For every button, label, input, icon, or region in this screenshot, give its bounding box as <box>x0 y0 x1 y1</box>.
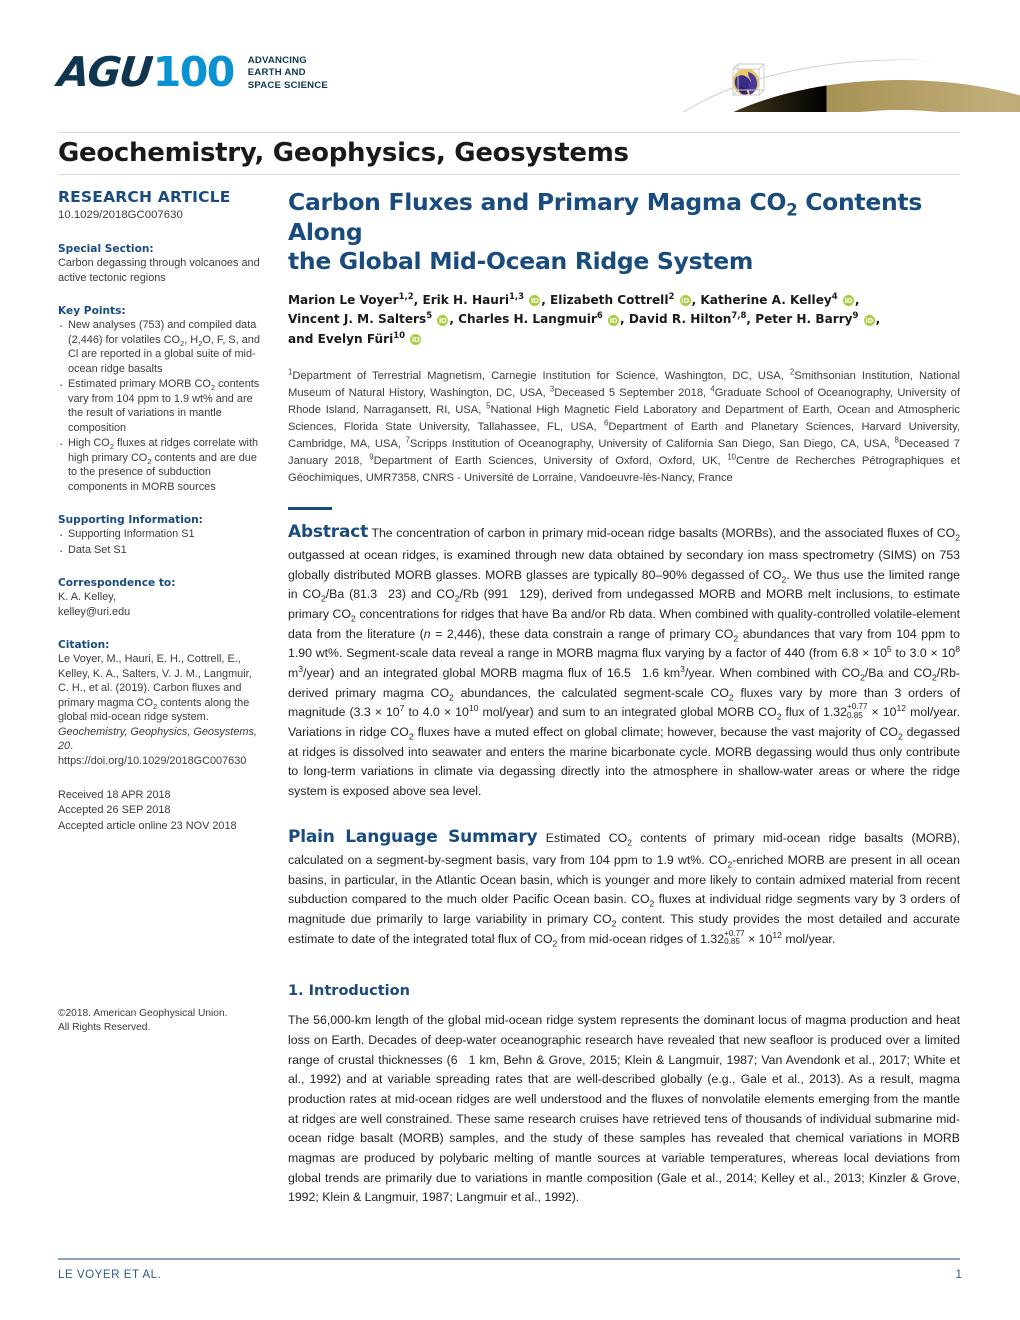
orcid-icon[interactable]: iD <box>438 315 447 325</box>
journal-rule-top <box>58 132 960 133</box>
journal-rule-bottom <box>58 174 960 175</box>
date-accepted: Accepted 26 SEP 2018 <box>58 804 171 817</box>
citation-journal-name: Geochemistry, Geophysics, Geosystems, 20 <box>58 725 257 752</box>
supporting-information-heading: Supporting Information: <box>58 514 203 526</box>
agu-logo-wordmark: AGU <box>55 48 154 96</box>
author-affil-marker: 4 <box>831 290 838 301</box>
journal-title: Geochemistry, Geophysics, Geosystems <box>58 138 629 168</box>
special-section-block <box>58 243 263 285</box>
agu-logo-100: 100 <box>152 48 234 96</box>
footer-divider-rule <box>58 1258 960 1260</box>
supporting-information-block <box>58 514 263 557</box>
orcid-icon[interactable]: iD <box>530 296 539 306</box>
research-article-label: RESEARCH ARTICLE <box>58 188 231 206</box>
author-entry[interactable]: Charles H. Langmuir$^6$ iD <box>458 310 618 327</box>
masthead <box>0 0 1020 96</box>
copyright-notice <box>58 1007 268 1035</box>
key-points-block <box>58 305 263 494</box>
citation-block <box>58 639 263 768</box>
citation-text: Le Voyer, M., Hauri, E. H., Cottrell, E., Kelley, K. A., Salters, V. J. M., Langmuir, C. H., et al. (2019). Carbon fluxes and primary magma $CO_2$ contents along the global mid-ocean ridge system. Geochemistry, Geophysics, Geosystems, 20. https://doi.org/10.1029/2018GC007630 <box>58 653 257 767</box>
author-entry[interactable]: Marion Le Voyer$^{1,2}$ <box>288 290 414 307</box>
author-affil-marker: 6 <box>596 310 603 321</box>
correspondence-block <box>58 577 263 619</box>
footer-page-number: 1 <box>955 1268 962 1281</box>
key-points-heading: Key Points: <box>58 305 126 317</box>
author-entry[interactable]: Peter H. Barry$^9$ iD <box>755 310 874 327</box>
abstract-divider-rule <box>288 507 332 510</box>
author-affil-marker: 9 <box>852 310 859 321</box>
plain-language-summary-heading: Plain Language Summary <box>288 826 538 847</box>
agu-logo-tagline <box>248 55 328 92</box>
list-item[interactable]: · Data Set S1 <box>58 543 263 558</box>
plain-language-summary-block: Plain Language Summary Estimated $CO_2$ contents of primary mid-ocean ridge basalts (MORB), calculated on a segment-by-segment basis, vary from 104 ppm to 1.9 wt%. $CO_2$-enriched MORB are present in all ocean basins, in particular, in the Atlantic Ocean basin, which is younger and more likely to contain admixed material from recent subduction compared to the much older Pacific Ocean basin. $CO_2$ fluxes at individual ridge segments vary by 3 orders of magnitude due primarily to large variability in primary $CO_2$ content. This study provides the most detailed and accurate estimate to date of the integrated total flux of $CO_2$ from mid-ocean ridges of 1.32 +0.77 0.85 × $10^{12}$ mol/year. <box>288 826 960 949</box>
author-entry[interactable]: David R. Hilton$^{7,8}$ <box>628 310 747 327</box>
page-title <box>288 188 960 277</box>
orcid-icon[interactable]: iD <box>411 335 420 345</box>
article-title-line2: the Global Mid-Ocean Ridge System <box>288 247 754 276</box>
copyright-line-1: ©2018. American Geophysical Union. <box>58 1008 228 1019</box>
tagline-line-3: SPACE SCIENCE <box>247 79 329 91</box>
article-title-part1: Carbon Fluxes and Primary Magma CO <box>288 188 787 216</box>
orcid-icon[interactable]: iD <box>609 315 618 325</box>
copyright-line-2: All Rights Reserved. <box>58 1022 151 1034</box>
author-entry[interactable]: Vincent J. M. Salters$^5$ iD <box>288 310 447 327</box>
affiliations-block: $^1$Department of Terrestrial Magnetism, Carnegie Institution for Science, Washington, DC, USA, $^2$Smithsonian Institution, National Museum of Natural History, Washington, DC, USA, $^3$Deceased 5 September 2018, $^4$Graduate School of Oceanography, University of Rhode Island, Narragansett, RI, USA, $^5$National High Magnetic Field Laboratory and Department of Earth, Ocean and Atmospheric Sciences, Florida State University, Tallahassee, FL, USA, $^6$Department of Earth and Planetary Sciences, Harvard University, Cambridge, MA, USA, $^7$Scripps Institution of Oceanography, University of California San Diego, San Diego, CA, USA, $^8$Deceased 7 January 2018, $^9$Department of Earth Sciences, University of Oxford, Oxford, UK, $^{10}$Centre de Recherches Pétrographiques et Géochimiques, UMR7358, CNRS - Université de Lorraine, Vandoeuvre-lès-Nancy, France <box>288 366 961 484</box>
agu-globe-arc-artwork <box>600 40 1020 132</box>
special-section-text: Carbon degassing through volcanoes and active tectonic regions <box>58 257 260 284</box>
date-received: Received 18 APR 2018 <box>58 789 171 801</box>
author-affil-marker: 2 <box>668 290 675 301</box>
orcid-icon[interactable]: iD <box>865 315 874 325</box>
tagline-line-2: EARTH AND <box>247 67 306 79</box>
date-online: Accepted article online 23 NOV 2018 <box>58 819 237 832</box>
author-list: Marion Le Voyer$^{1,2}$, Erik H. Hauri$^{1,3}$ iD , Elizabeth Cottrell$^2$ iD , Katherine A. Kelley$^4$ iD , Vincent J. M. Salters$^5$ iD , Charles H. Langmuir$^6$ iD , David R. Hilton$^{7,8}$, Peter H. Barry$^9$ iD , and Evelyn Füri$^{10}$ iD <box>288 290 881 346</box>
author-affil-marker: 10 <box>393 329 406 340</box>
author-entry[interactable]: Katherine A. Kelley$^4$ iD <box>700 290 853 307</box>
author-affil-marker: 5 <box>426 310 433 321</box>
citation-heading: Citation: <box>58 639 110 651</box>
author-affil-marker: 1,2 <box>398 290 414 301</box>
list-item[interactable]: · Supporting Information S1 <box>58 527 263 542</box>
orcid-icon[interactable]: iD <box>844 296 853 306</box>
agu-logo <box>55 48 329 96</box>
article-doi[interactable]: 10.1029/2018GC007630 <box>58 209 183 221</box>
tagline-line-1: ADVANCING <box>247 55 307 67</box>
abstract-heading: Abstract <box>288 521 369 542</box>
list-item: · New analyses (753) and compiled data (2,446) for volatiles $CO_2$, $H_2O$, F, S, and Cl are reported in a global suite of mid-ocean ridge basalts <box>58 318 263 376</box>
key-points-list <box>58 318 263 494</box>
abstract-block: Abstract The concentration of carbon in primary mid-ocean ridge basalts (MORBs), and the associated fluxes of $CO_2$ outgassed at ocean ridges, is examined through new data obtained by secondary ion mass spectrometry (SIMS) on 753 globally distributed MORB glasses. MORB glasses are typically 80–90% degassed of $CO_2$. We thus use the limited range in $CO_2/Ba$ (81.3 23) and $CO_2/Rb$ (991 129), derived from undegassed MORB and MORB melt inclusions, to estimate primary $CO_2$ concentrations for ridges that have Ba and/or Rb data. When combined with quality-controlled volatile-element data from the literature (n = 2,446), these data constrain a range of primary $CO_2$ abundances that vary from 104 ppm to 1.90 wt%. Segment-scale data reveal a range in MORB magma flux varying by a factor of 440 (from $6.8 \times 10^5$ to $3.0 \times 10^8$ $m^3/year$) and an integrated global MORB magma flux of 16.5 1.6 $km^3$/year. When combined with $CO_2/Ba$ and $CO_2/Rb$-derived primary magma $CO_2$ abundances, the calculated segment-scale $CO_2$ fluxes vary by more than 3 orders of magnitude ($3.3 \times 10^7$ to $4.0 \times 10^{10}$ mol/year) and sum to an integrated global MORB $CO_2$ flux of 1.32 +0.77 0.85 × $10^{12}$ mol/year. Variations in ridge $CO_2$ fluxes have a muted effect on global climate; however, because the vast majority of $CO_2$ degassed at ridges is dissolved into seawater and enters the marine bicarbonate cycle. MORB degassing would thus only contribute to long-term variations in climate via degassing directly into the atmosphere in shallow-water areas or where the ridge system is exposed above sea level. <box>288 521 961 798</box>
author-entry[interactable]: Erik H. Hauri$^{1,3}$ iD <box>422 290 539 307</box>
author-entry[interactable]: and Evelyn Füri$^{10}$ iD <box>288 329 420 346</box>
uncertainty-fraction: +0.77 0.85 <box>846 702 868 720</box>
list-item: · Estimated primary MORB $CO_2$ contents vary from 104 ppm to 1.9 wt% and are the result of variations in mantle composition <box>58 377 263 435</box>
correspondence-email[interactable]: kelley@uri.edu <box>58 605 131 618</box>
introduction-paragraph: The 56,000-km length of the global mid-ocean ridge system represents the dominant locus of magma production and heat loss on Earth. Decades of deep-water oceanographic research have revealed that new seafloor is produced over a limited range of crustal thicknesses (6 1 km, Behn & Grove, 2015; Klein & Langmuir, 1987; Van Avendonk et al., 2017; White et al., 1992) and at variable spreading rates that are well-described globally (e.g., Gale et al., 2013). As a result, magma production rates at mid-ocean ridges are well understood and the fluxes of nonvolatile elements emerging from the mantle at ridges are well constrained. These same research cruises have retrieved tens of thousands of individual submarine mid-ocean ridge basalt (MORB) samples, and the study of these samples has revealed that chemical variations in MORB magmas are produced by polybaric melting of mantle sources at variable temperatures, whereas local deviations from global trends are primarily due to variations in mantle composition (Gale et al., 2014; Kelley et al., 2013; Kinzler & Grove, 1992; Klein & Langmuir, 1987; Langmuir et al., 1992). <box>288 1013 960 1205</box>
supporting-information-list <box>58 527 263 557</box>
section-heading-introduction: 1. Introduction <box>288 983 410 1000</box>
orcid-icon[interactable]: iD <box>681 296 690 306</box>
publication-dates-block <box>58 788 263 834</box>
correspondence-name: K. A. Kelley, <box>58 591 116 603</box>
article-title-subscript: 2 <box>786 200 798 220</box>
author-affil-marker: 7,8 <box>731 310 747 321</box>
uncertainty-fraction: +0.77 0.85 <box>724 928 745 946</box>
correspondence-heading: Correspondence to: <box>58 577 176 589</box>
footer-running-author: LE VOYER ET AL. <box>58 1268 162 1281</box>
special-section-heading: Special Section: <box>58 243 154 255</box>
list-item: · High $CO_2$ fluxes at ridges correlate with high primary $CO_2$ contents and are due to the presence of subduction components in MORB sources <box>58 436 263 494</box>
article-title-part2: Contents Along <box>288 188 923 246</box>
sidebar-column <box>58 188 263 854</box>
main-column <box>288 188 960 1208</box>
author-affil-marker: 1,3 <box>509 290 525 301</box>
author-entry[interactable]: Elizabeth Cottrell$^2$ iD <box>550 290 690 307</box>
